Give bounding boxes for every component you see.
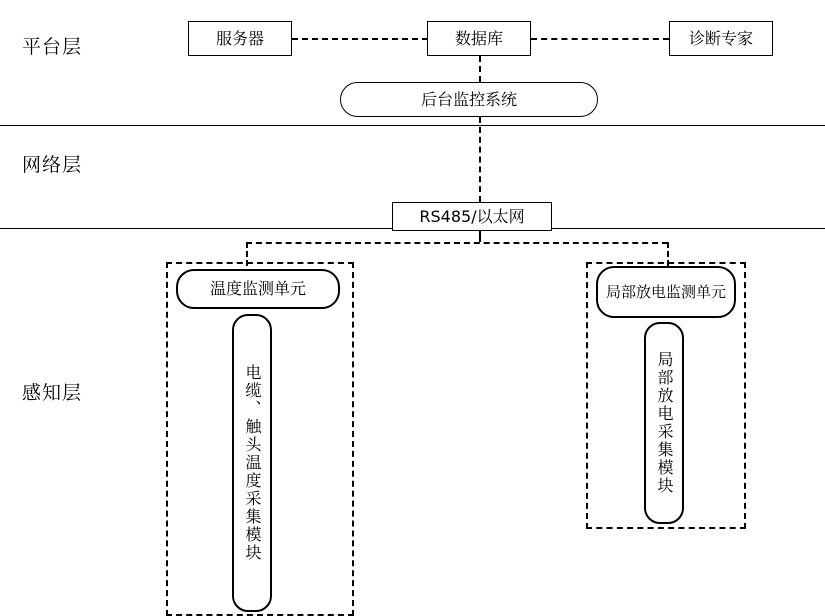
node-network-bus[interactable]: RS485/以太网 bbox=[392, 202, 552, 231]
layer-label-network: 网络层 bbox=[22, 154, 83, 176]
connector-database-expert bbox=[531, 38, 669, 40]
pd-unit-line-1: 局部放电 bbox=[605, 282, 666, 301]
connector-database-monitor bbox=[479, 56, 481, 82]
connector-server-database bbox=[292, 38, 428, 40]
node-temperature-monitoring-unit[interactable]: 温度监测单元 bbox=[176, 269, 340, 309]
node-server[interactable]: 服务器 bbox=[188, 21, 292, 56]
node-partial-discharge-unit[interactable] bbox=[596, 266, 736, 318]
node-cable-contact-temperature-module[interactable]: 电缆、触头温度采集模块 bbox=[232, 314, 272, 612]
layer-label-platform: 平台层 bbox=[22, 36, 83, 58]
node-partial-discharge-acquisition-module[interactable]: 局部放电采集模块 bbox=[644, 322, 684, 524]
connector-branch-horizontal bbox=[246, 242, 668, 244]
node-diagnostic-expert[interactable]: 诊断专家 bbox=[669, 21, 773, 56]
divider-platform-network bbox=[0, 125, 825, 126]
node-database[interactable]: 数据库 bbox=[427, 21, 531, 56]
layer-label-sensing: 感知层 bbox=[22, 382, 83, 404]
pd-unit-line-2: 监测单元 bbox=[666, 282, 727, 301]
connector-monitor-bus bbox=[479, 117, 481, 202]
node-backend-monitoring-system[interactable]: 后台监控系统 bbox=[340, 82, 598, 117]
connector-bus-trunk bbox=[479, 231, 481, 242]
